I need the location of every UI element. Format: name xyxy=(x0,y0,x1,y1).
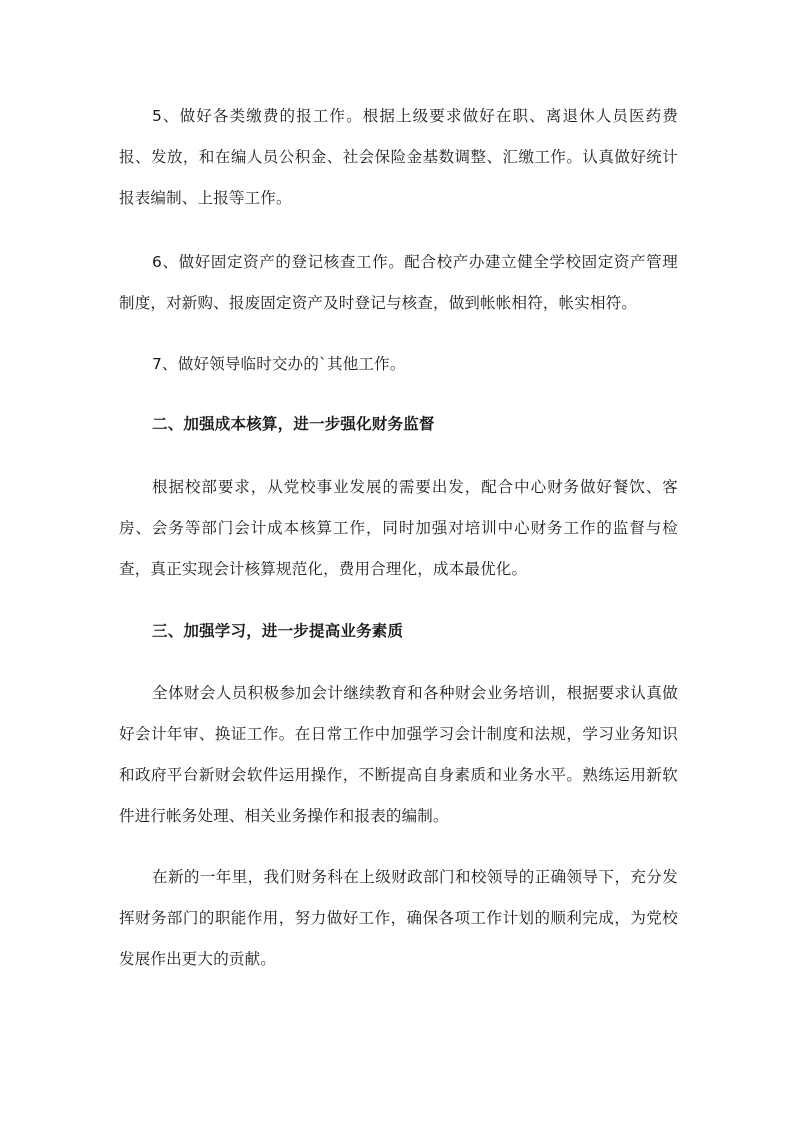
paragraph-conclusion: 在新的一年里，我们财务科在上级财政部门和校领导的正确领导下，充分发挥财务部门的职能作用，努力做好工作，确保各项工作计划的顺利完成，为党校发展作出更大的贡献。 xyxy=(119,868,678,968)
section-heading-3: 三、加强学习，进一步提高业务素质 xyxy=(152,622,404,640)
paragraph-item-7: 7、做好领导临时交办的`其他工作。 xyxy=(152,355,406,373)
paragraph-learning: 全体财会人员积极参加会计继续教育和各种财会业务培训，根据要求认真做好会计年审、换证工作。在日常工作中加强学习会计制度和法规，学习业务知识和政府平台新财会软件运用操作，不断提高自身素质和业务水平。熟练运用新软件进行帐务处理、相关业务操作和报表的编制。 xyxy=(119,684,678,825)
paragraph-cost-accounting: 根据校部要求，从党校事业发展的需要出发，配合中心财务做好餐饮、客房、会务等部门会计成本核算工作，同时加强对培训中心财务工作的监督与检查，真正实现会计核算规范化，费用合理化，成本最优化。 xyxy=(119,478,678,578)
paragraph-item-5: 5、做好各类缴费的报工作。根据上级要求做好在职、离退休人员医药费报、发放，和在编人员公积金、社会保险金基数调整、汇缴工作。认真做好统计报表编制、上报等工作。 xyxy=(119,107,678,207)
paragraph-item-6: 6、做好固定资产的登记核查工作。配合校产办建立健全学校固定资产管理制度，对新购、报废固定资产及时登记与核查，做到帐帐相符，帐实相符。 xyxy=(119,253,678,312)
section-heading-2: 二、加强成本核算，进一步强化财务监督 xyxy=(152,415,435,433)
